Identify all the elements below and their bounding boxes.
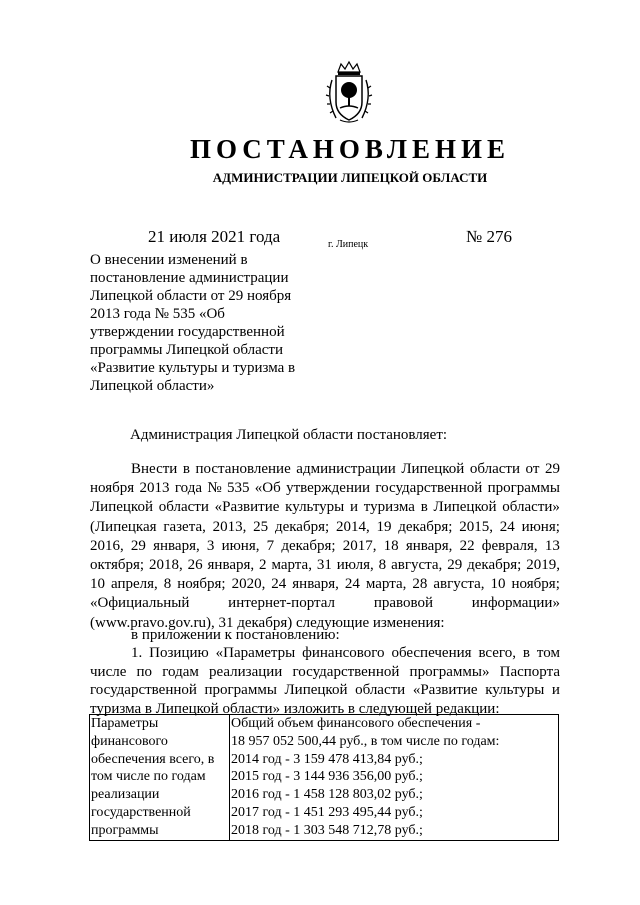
document-number: № 276 (466, 227, 512, 246)
body-line: ноября 2013 года № 535 «Об утверждении государственной программы (90, 480, 560, 497)
body-line: октября; 2018, 26 января, 2 марта, 31 июля, 8 августа, 29 декабря; 2019, (90, 556, 560, 573)
cell-line: 2016 год - 1 458 128 803,02 руб.; (231, 787, 423, 803)
item-line: 1. Позицию «Параметры финансового обеспечения всего, в том (131, 645, 560, 661)
body-line: Липецкой области «Развитие культуры и туризма в Липецкой области» (90, 499, 560, 516)
subject-line: Липецкой области от 29 ноября (90, 288, 292, 304)
body-line: (Липецкая газета, 2013, 25 декабря; 2014, 19 декабря; 2015, 24 июня; (90, 518, 560, 535)
body-paragraph (90, 460, 560, 633)
body-line: 2016, 29 января, 3 июня, 7 декабря; 2017, 18 января, 22 февраля, 13 (90, 537, 560, 554)
subject-line: программы Липецкой области (90, 342, 284, 358)
subject-line: Липецкой области» (90, 378, 215, 394)
cell-line: 2015 год - 3 144 936 356,00 руб.; (231, 769, 423, 785)
item-line: государственной программы Липецкой области «Развитие культуры и (90, 682, 560, 699)
cell-line: 2018 год - 1 303 548 712,78 руб.; (231, 822, 423, 838)
cell-line: финансового (91, 733, 168, 749)
cell-line: обеспечения всего, в (91, 751, 215, 767)
document-date: 21 июля 2021 года (148, 227, 281, 246)
subject-line: утверждении государственной (90, 324, 285, 340)
item-line: числе по годам реализации государственной программы» Паспорта (90, 663, 560, 680)
cell-line: том числе по годам (91, 769, 206, 785)
body-line: 10 апреля, 8 ноября; 2020, 24 января, 24 марта, 28 августа, 10 ноября; (90, 576, 560, 593)
cell-line: государственной (91, 804, 191, 820)
financing-table (89, 714, 559, 841)
body-line: Внести в постановление администрации Липецкой области от 29 (131, 461, 560, 477)
item-line: туризма в Липецкой области» изложить в следующей редакции: (90, 700, 500, 717)
document-city: г. Липецк (328, 239, 369, 250)
subject-line: О внесении изменений в (90, 252, 248, 268)
cell-line: 2017 год - 1 451 293 495,44 руб.; (231, 804, 423, 820)
document-title: ПОСТАНОВЛЕНИЕ (189, 134, 511, 164)
cell-line: 18 957 052 500,44 руб., в том числе по годам: (231, 733, 500, 749)
cell-line: программы (91, 822, 159, 838)
document-subtitle: АДМИНИСТРАЦИИ ЛИПЕЦКОЙ ОБЛАСТИ (212, 170, 488, 185)
coat-of-arms-icon (324, 60, 374, 126)
subject-line: 2013 года № 535 «Об (90, 306, 225, 322)
parameter-value-cell (230, 715, 559, 841)
parameter-name-cell (90, 715, 230, 841)
intro-sentence: Администрация Липецкой области постановляет: (130, 427, 448, 443)
item-paragraph (90, 644, 560, 718)
cell-line: реализации (91, 787, 160, 803)
document-subject (90, 251, 320, 395)
appendix-line: в приложении к постановлению: (131, 627, 340, 643)
body-line: (www.pravo.gov.ru), 31 декабря) следующие изменения: (90, 614, 445, 631)
cell-line: Параметры (91, 716, 159, 731)
body-line: «Официальный интернет-портал правовой информации» (90, 595, 560, 612)
table-row (90, 715, 559, 841)
cell-line: 2014 год - 3 159 478 413,84 руб.; (231, 751, 423, 767)
subject-line: постановление администрации (90, 270, 289, 286)
subject-line: «Развитие культуры и туризма в (90, 360, 296, 376)
cell-line: Общий объем финансового обеспечения - (231, 716, 481, 731)
